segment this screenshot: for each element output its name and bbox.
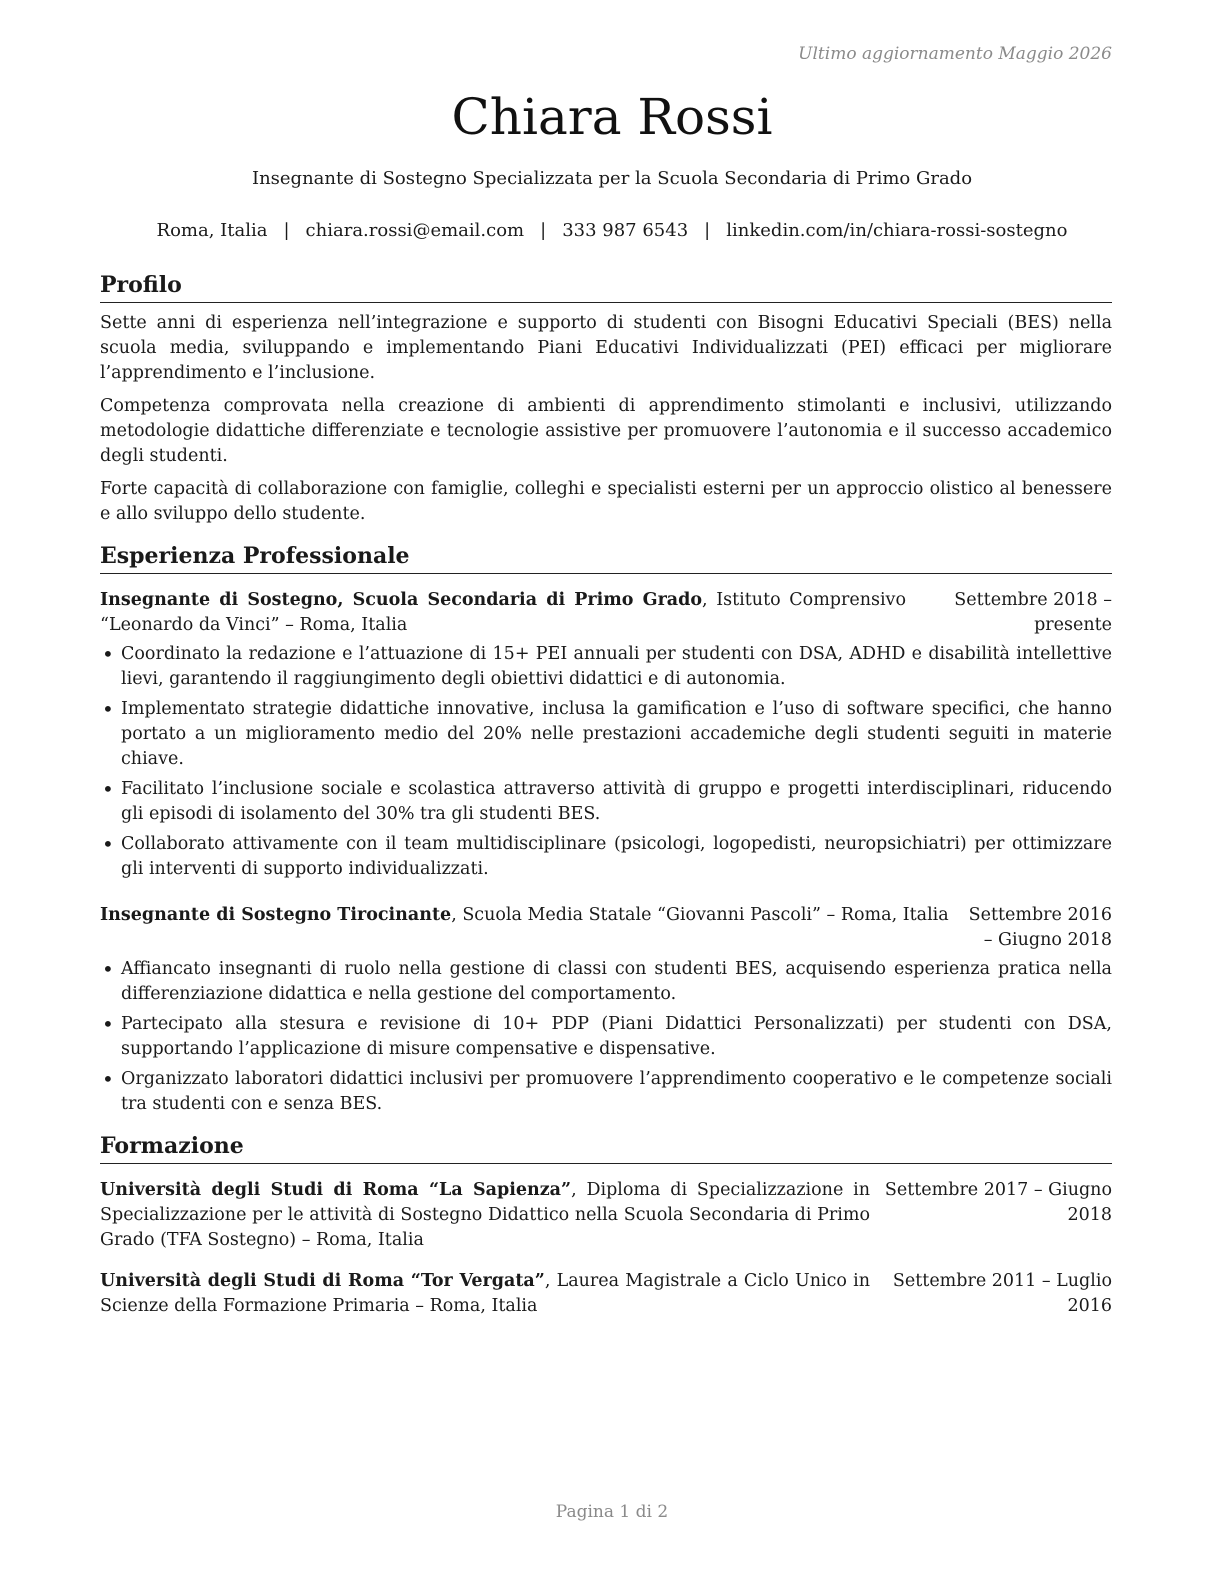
job-entry xyxy=(100,588,1112,638)
section-education xyxy=(100,1131,1112,1319)
profile-paragraph: Competenza comprovata nella creazione di ambienti di apprendimento stimolanti e inclusivi, utilizzando metodologie didattiche differenziate e tecnologie assistive per promuovere l’autonomia e il successo accademico degli studenti. xyxy=(100,396,1112,466)
job-role: Insegnante di Sostegno, Scuola Secondaria di Primo Grado xyxy=(100,590,703,610)
list-item: • Partecipato alla stesura e revisione di 10+ PDP (Piani Didattici Personalizzati) per studenti con DSA, supportando l’applicazione di misure compensative e dispensative. xyxy=(100,1012,1112,1062)
section-title-education: Formazione xyxy=(100,1131,1112,1164)
section-title-profile: Profilo xyxy=(100,270,1112,303)
job-role: Insegnante di Sostegno Tirocinante xyxy=(100,905,452,925)
education-heading xyxy=(100,1178,870,1253)
section-experience xyxy=(100,541,1112,1117)
section-title-experience: Esperienza Professionale xyxy=(100,541,1112,574)
job-dates: Settembre 2016 – Giugno 2018 xyxy=(968,905,1112,950)
list-item: • Organizzato laboratori didattici inclusivi per promuovere l’apprendimento cooperativo e le competenze sociali tra studenti con e senza BES. xyxy=(100,1067,1112,1117)
list-item: • Collaborato attivamente con il team multidisciplinare (psicologi, logopedisti, neuropsichiatri) per ottimizzare gli interventi di supporto individualizzati. xyxy=(100,832,1112,882)
job-bullets xyxy=(100,957,1112,1117)
contact-linkedin[interactable]: linkedin.com/in/chiara-rossi-sostegno xyxy=(726,220,1068,241)
contact-phone: 333 987 6543 xyxy=(562,220,689,241)
last-updated: Ultimo aggiornamento Maggio 2026 xyxy=(798,44,1112,64)
section-profile xyxy=(100,270,1112,527)
spacer xyxy=(100,1253,1112,1269)
education-dates: Settembre 2011 – Luglio 2016 xyxy=(892,1271,1112,1316)
education-school: Università degli Studi di Roma “La Sapienza” xyxy=(100,1180,572,1200)
contact-separator: | xyxy=(704,220,711,241)
education-details: , Laurea Magistrale a Ciclo Unico in Scienze della Formazione Primaria – Roma, Italia xyxy=(100,1271,871,1316)
education-entry xyxy=(100,1178,1112,1253)
job-title: Insegnante di Sostegno Specializzata per la Scuola Secondaria di Primo Grado xyxy=(251,168,973,189)
job-dates: Settembre 2018 – presente xyxy=(954,590,1112,635)
page-number: Pagina 1 di 2 xyxy=(555,1502,669,1522)
education-heading xyxy=(100,1269,870,1319)
job-entry xyxy=(100,903,1112,953)
list-item: • Facilitato l’inclusione sociale e scolastica attraverso attività di gruppo e progetti interdisciplinari, riducendo gli episodi di isolamento del 30% tra gli studenti BES. xyxy=(100,777,1112,827)
job-details: , Scuola Media Statale “Giovanni Pascoli” – Roma, Italia xyxy=(451,905,949,925)
contact-separator: | xyxy=(540,220,547,241)
contact-location: Roma, Italia xyxy=(156,220,268,241)
job-heading xyxy=(100,903,956,953)
education-details: , Diploma di Specializzazione in Specializzazione per le attività di Sostegno Didattico nella Scuola Secondaria di Primo Grado (TFA Sostegno) – Roma, Italia xyxy=(100,1180,870,1250)
list-item: • Coordinato la redazione e l’attuazione di 15+ PEI annuali per studenti con DSA, ADHD e disabilità intellettive lievi, garantendo il raggiungimento degli obiettivi didattici e di autonomia. xyxy=(100,642,1112,692)
job-details: , Istituto Comprensivo “Leonardo da Vinci” – Roma, Italia xyxy=(100,590,906,635)
education-entry xyxy=(100,1269,1112,1319)
education-school: Università degli Studi di Roma “Tor Vergata” xyxy=(100,1271,545,1291)
profile-paragraph: Forte capacità di collaborazione con famiglie, colleghi e specialisti esterni per un approccio olistico al benessere e allo sviluppo dello studente. xyxy=(100,479,1112,524)
profile-paragraph: Sette anni di esperienza nell’integrazione e supporto di studenti con Bisogni Educativi Speciali (BES) nella scuola media, sviluppando e implementando Piani Educativi Individualizzati (PEI) efficaci per migliorare l’apprendimento e l’inclusione. xyxy=(100,313,1112,383)
job-heading xyxy=(100,588,906,638)
person-name: Chiara Rossi xyxy=(451,88,773,146)
education-dates: Settembre 2017 – Giugno 2018 xyxy=(884,1180,1112,1225)
list-item: • Implementato strategie didattiche innovative, inclusa la gamification e l’uso di software specifici, che hanno portato a un miglioramento medio del 20% nelle prestazioni accademiche degli studenti seguiti in materie chiave. xyxy=(100,697,1112,772)
spacer xyxy=(100,887,1112,903)
list-item: • Affiancato insegnanti di ruolo nella gestione di classi con studenti BES, acquisendo esperienza pratica nella differenziazione didattica e nella gestione del comportamento. xyxy=(100,957,1112,1007)
contact-separator: | xyxy=(283,220,290,241)
job-bullets xyxy=(100,642,1112,882)
resume-body xyxy=(100,270,1112,1333)
contact-email[interactable]: chiara.rossi@email.com xyxy=(305,220,525,241)
contact-line xyxy=(0,220,1224,241)
